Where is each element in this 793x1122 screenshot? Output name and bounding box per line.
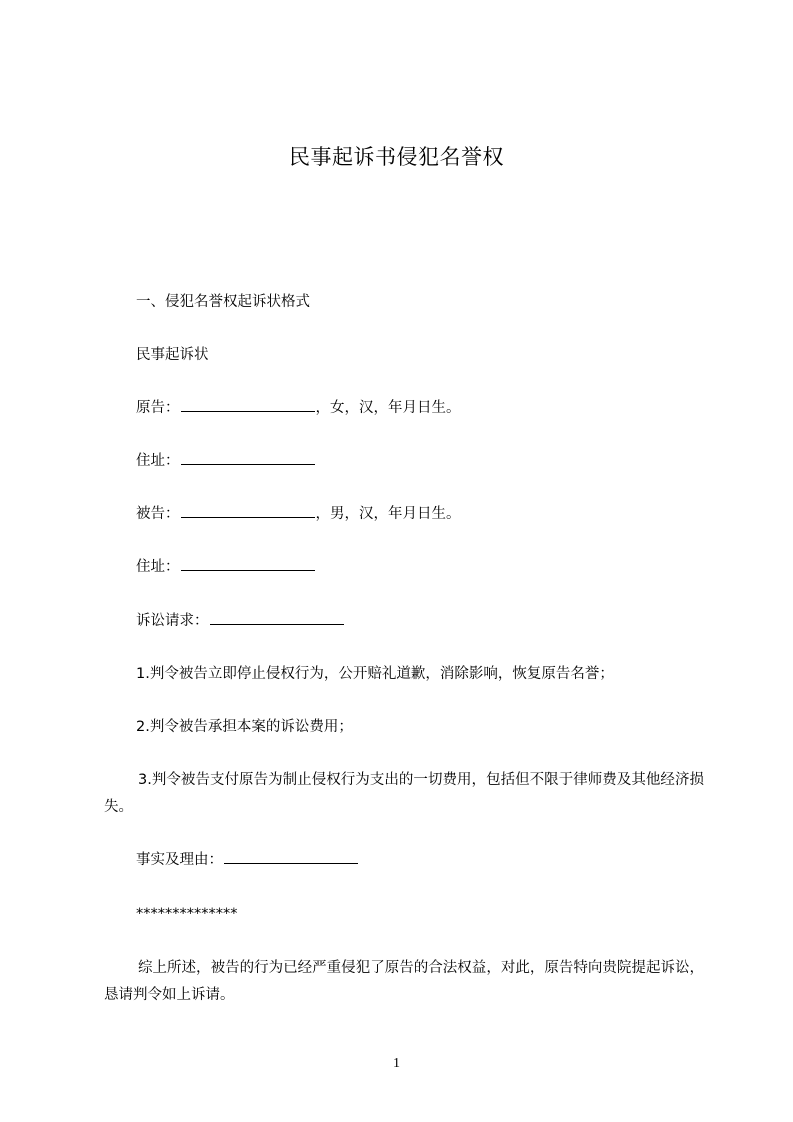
defendant-label: 被告： <box>136 506 180 522</box>
facts-blank <box>224 850 358 864</box>
claims-label: 诉讼请求： <box>136 613 209 629</box>
plaintiff-name-blank <box>181 398 315 412</box>
document-type: 民事起诉状 <box>136 347 209 363</box>
defendant-details: ，男，汉，年月日生。 <box>315 506 461 522</box>
defendant-address-line <box>136 557 316 577</box>
claim-item-3: 3.判令被告支付原告为制止侵权行为支出的一切费用，包括但不限于律师费及其他经济损失。 <box>104 772 704 815</box>
claims-line <box>136 611 345 631</box>
defendant-address-blank <box>181 557 315 571</box>
plaintiff-address-label: 住址： <box>136 453 180 469</box>
section-heading: 一、侵犯名誉权起诉状格式 <box>136 294 310 310</box>
stars-separator: ************** <box>136 906 238 922</box>
facts-label: 事实及理由： <box>136 852 223 868</box>
claim-item-2: 2.判令被告承担本案的诉讼费用； <box>136 719 353 735</box>
plaintiff-address-blank <box>181 451 315 465</box>
document-title: 民事起诉书侵犯名誉权 <box>289 145 504 169</box>
defendant-name-blank <box>181 504 315 518</box>
defendant-line <box>136 504 461 524</box>
conclusion-paragraph: 综上所述，被告的行为已经严重侵犯了原告的合法权益，对此，原告特向贵院提起诉讼，恳请判令如上诉请。 <box>104 960 704 1003</box>
plaintiff-label: 原告： <box>136 400 180 416</box>
defendant-address-label: 住址： <box>136 559 180 575</box>
claims-blank <box>210 611 344 625</box>
plaintiff-details: ，女，汉，年月日生。 <box>315 400 461 416</box>
claim-item-1: 1.判令被告立即停止侵权行为，公开赔礼道歉，消除影响，恢复原告名誉； <box>136 666 614 682</box>
plaintiff-line <box>136 398 461 418</box>
plaintiff-address-line <box>136 451 316 471</box>
page-number: 1 <box>393 1056 400 1071</box>
facts-line <box>136 850 359 870</box>
